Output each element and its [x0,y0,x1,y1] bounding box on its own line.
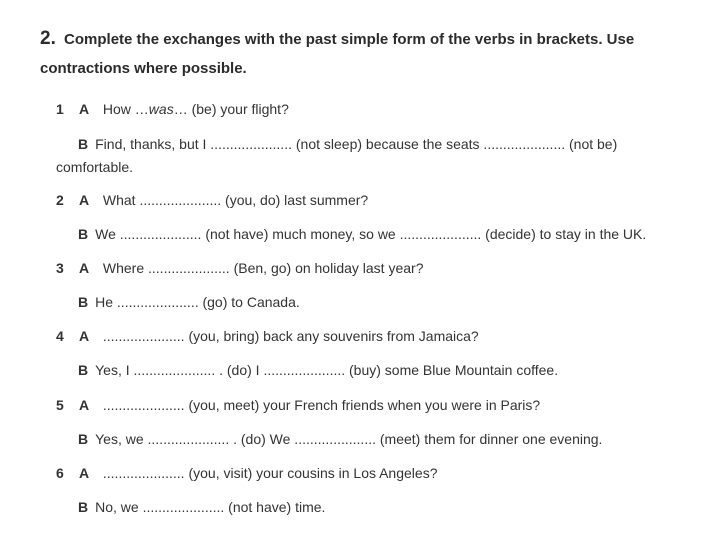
speaker-label: A [79,260,90,276]
item-5-a-text: ..................... (you, meet) your French friends when you were in Paris? [102,397,541,413]
item-2-b-text: We ..................... (not have) much money, so we ..................... (decide) to stay in the UK. [95,226,647,242]
item-3-a [56,260,423,276]
item-number: 2 [56,192,64,208]
item-5-b-text: Yes, we ..................... . (do) We ..................... (meet) them for dinner one evening. [95,431,603,447]
exercise-number: 2. [40,28,56,49]
speaker-label: B [78,294,89,310]
item-1-a-text: How …was… (be) your flight? [102,101,289,117]
item-3-b [78,294,300,310]
item-number: 1 [56,101,64,117]
item-number: 3 [56,260,64,276]
item-3-b-text: He ..................... (go) to Canada. [95,294,300,310]
item-1-b-text: Find, thanks, but I ..................... (not sleep) because the seats ..................... (not be) [95,136,618,152]
item-6-b [78,499,325,515]
speaker-label: A [79,101,90,117]
exercise-instruction: Complete the exchanges with the past simple form of the verbs in brackets. Use contractions where possible. [40,31,635,77]
item-5-b [78,431,602,447]
item-number: 4 [56,328,64,344]
item-2-a-text: What ..................... (you, do) last summer? [102,192,369,208]
speaker-label: B [78,499,89,515]
exercise-heading [40,24,680,83]
item-number: 6 [56,465,64,481]
item-1-b-continuation: comfortable. [56,159,134,175]
speaker-label: A [79,465,90,481]
item-2-b [78,226,646,242]
item-6-a-text: ..................... (you, visit) your cousins in Los Angeles? [102,465,438,481]
speaker-label: B [78,136,89,152]
speaker-label: B [78,431,89,447]
speaker-label: A [79,328,90,344]
item-1-a [56,101,289,117]
speaker-label: A [79,192,90,208]
speaker-label: B [78,362,89,378]
item-4-b [78,362,558,378]
item-2-a [56,192,368,208]
item-1-b [56,133,676,179]
item-6-a [56,465,437,481]
item-4-a-text: ..................... (you, bring) back any souvenirs from Jamaica? [102,328,479,344]
speaker-label: A [79,397,90,413]
item-5-a [56,397,540,413]
item-4-a [56,328,479,344]
item-4-b-text: Yes, I ..................... . (do) I ..................... (buy) some Blue Mountain coffee. [95,362,559,378]
item-6-b-text: No, we ..................... (not have) time. [95,499,326,515]
speaker-label: B [78,226,89,242]
item-3-a-text: Where ..................... (Ben, go) on holiday last year? [102,260,424,276]
item-number: 5 [56,397,64,413]
